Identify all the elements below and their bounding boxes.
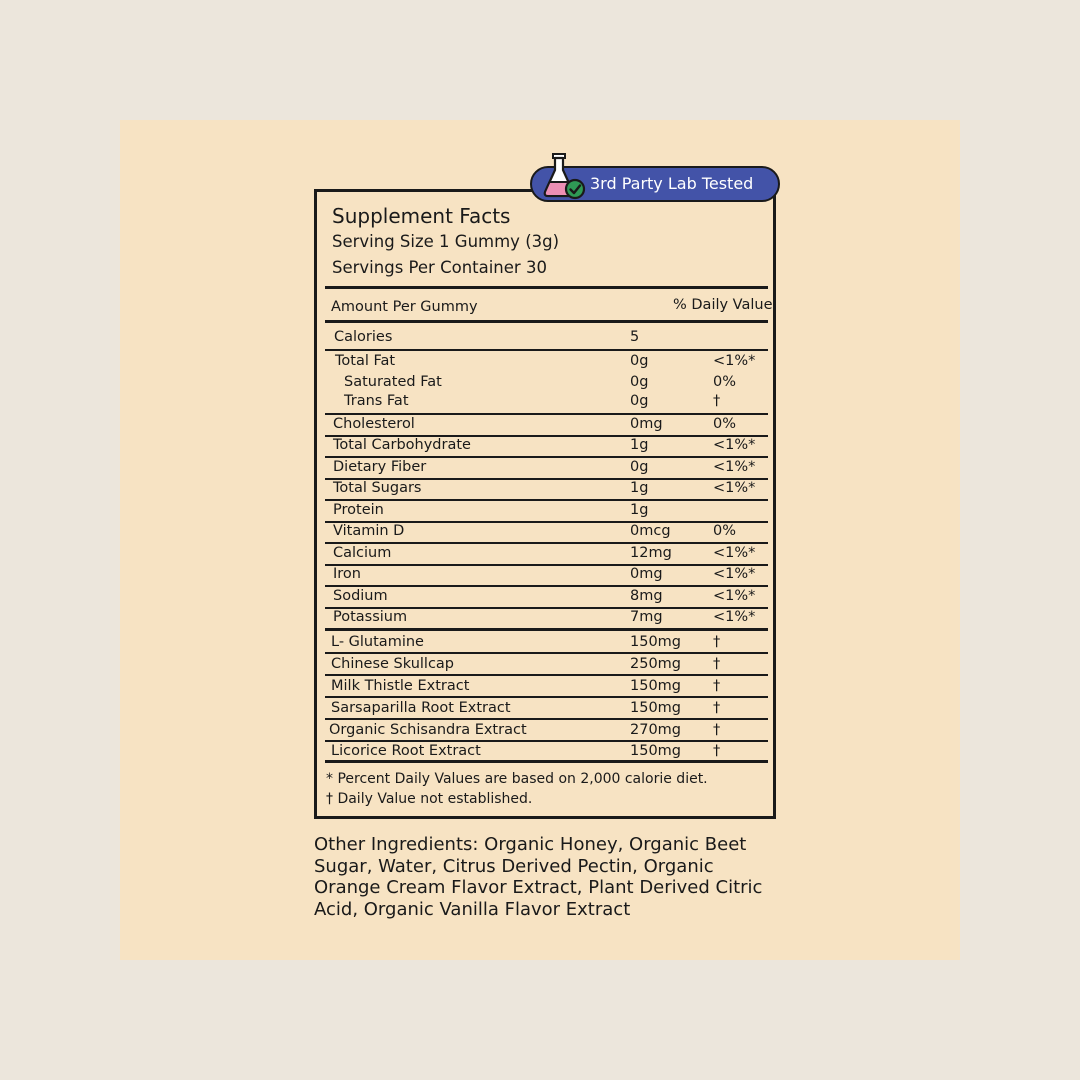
row-divider: [325, 349, 768, 351]
nutrient-name: Sarsaparilla Root Extract: [331, 700, 511, 716]
nutrient-amount: 150mg: [630, 743, 682, 759]
nutrient-daily-value: <1%*: [713, 609, 756, 625]
nutrient-amount: 270mg: [630, 722, 682, 738]
facts-title: Supplement Facts: [332, 204, 511, 228]
nutrient-daily-value: <1%*: [713, 459, 756, 475]
nutrient-daily-value: †: [713, 656, 721, 672]
nutrient-amount: 1g: [630, 502, 649, 518]
nutrient-daily-value: 0%: [713, 416, 737, 432]
nutrient-daily-value: 0%: [713, 374, 737, 390]
serving-size: Serving Size 1 Gummy (3g): [332, 232, 560, 251]
nutrient-name: Trans Fat: [344, 393, 409, 409]
nutrient-daily-value: †: [713, 743, 721, 759]
nutrient-daily-value: <1%*: [713, 437, 756, 453]
nutrient-amount: 7mg: [630, 609, 663, 625]
nutrient-name: Cholesterol: [333, 416, 415, 432]
nutrient-name: Saturated Fat: [344, 374, 442, 390]
row-divider: [325, 760, 768, 763]
nutrient-amount: 250mg: [630, 656, 682, 672]
row-divider: [325, 696, 768, 698]
nutrient-daily-value: <1%*: [713, 353, 756, 369]
row-divider: [325, 628, 768, 631]
lab-flask-check-icon: [540, 152, 588, 202]
nutrient-name: Vitamin D: [333, 523, 405, 539]
nutrient-daily-value: †: [713, 722, 721, 738]
footnote-dagger: † Daily Value not established.: [326, 791, 533, 807]
nutrient-name: Calories: [334, 329, 393, 345]
other-ingredients: Other Ingredients: Organic Honey, Organic Beet Sugar, Water, Citrus Derived Pectin, Organic Orange Cream Flavor Extract, Plant Derived Citric Acid, Organic Vanilla Flavor Extract: [314, 834, 763, 920]
nutrient-name: Total Fat: [335, 353, 396, 369]
nutrient-amount: 5: [630, 329, 640, 345]
nutrient-name: L- Glutamine: [331, 634, 424, 650]
nutrient-amount: 0g: [630, 374, 649, 390]
badge-label: 3rd Party Lab Tested: [590, 174, 754, 193]
row-divider: [325, 585, 768, 587]
row-divider: [325, 499, 768, 501]
nutrient-daily-value: 0%: [713, 523, 737, 539]
thick-divider: [325, 286, 768, 289]
row-divider: [325, 652, 768, 654]
nutrient-name: Potassium: [333, 609, 408, 625]
nutrient-amount: 0g: [630, 459, 649, 475]
nutrient-daily-value: †: [713, 634, 721, 650]
nutrient-amount: 0mcg: [630, 523, 671, 539]
nutrient-name: Calcium: [333, 545, 392, 561]
nutrient-name: Total Sugars: [333, 480, 422, 496]
daily-value-header: % Daily Value: [673, 297, 773, 313]
nutrient-amount: 12mg: [630, 545, 672, 561]
nutrient-amount: 0mg: [630, 416, 663, 432]
nutrient-name: Organic Schisandra Extract: [329, 722, 527, 738]
nutrient-daily-value: <1%*: [713, 480, 756, 496]
thick-divider: [325, 320, 768, 323]
amount-header: Amount Per Gummy: [331, 299, 478, 315]
nutrient-name: Iron: [333, 566, 361, 582]
nutrient-amount: 150mg: [630, 634, 682, 650]
nutrient-amount: 8mg: [630, 588, 663, 604]
nutrient-name: Licorice Root Extract: [331, 743, 481, 759]
row-divider: [325, 542, 768, 544]
row-divider: [325, 674, 768, 676]
nutrient-amount: 150mg: [630, 700, 682, 716]
nutrient-amount: 0g: [630, 353, 649, 369]
nutrient-name: Protein: [333, 502, 384, 518]
footnote-percent: * Percent Daily Values are based on 2,000 calorie diet.: [326, 771, 708, 787]
nutrient-name: Milk Thistle Extract: [331, 678, 470, 694]
nutrient-amount: 1g: [630, 437, 649, 453]
nutrient-daily-value: †: [713, 700, 721, 716]
nutrient-name: Dietary Fiber: [333, 459, 427, 475]
nutrient-amount: 0g: [630, 393, 649, 409]
nutrient-amount: 1g: [630, 480, 649, 496]
nutrient-amount: 150mg: [630, 678, 682, 694]
nutrient-daily-value: †: [713, 678, 721, 694]
nutrient-name: Sodium: [333, 588, 388, 604]
row-divider: [325, 718, 768, 720]
nutrient-name: Chinese Skullcap: [331, 656, 455, 672]
nutrient-daily-value: <1%*: [713, 545, 756, 561]
row-divider: [325, 564, 768, 566]
nutrient-name: Total Carbohydrate: [333, 437, 471, 453]
nutrient-daily-value: <1%*: [713, 566, 756, 582]
servings-per-container: Servings Per Container 30: [332, 258, 547, 277]
nutrient-amount: 0mg: [630, 566, 663, 582]
nutrient-daily-value: †: [713, 393, 721, 409]
nutrient-daily-value: <1%*: [713, 588, 756, 604]
